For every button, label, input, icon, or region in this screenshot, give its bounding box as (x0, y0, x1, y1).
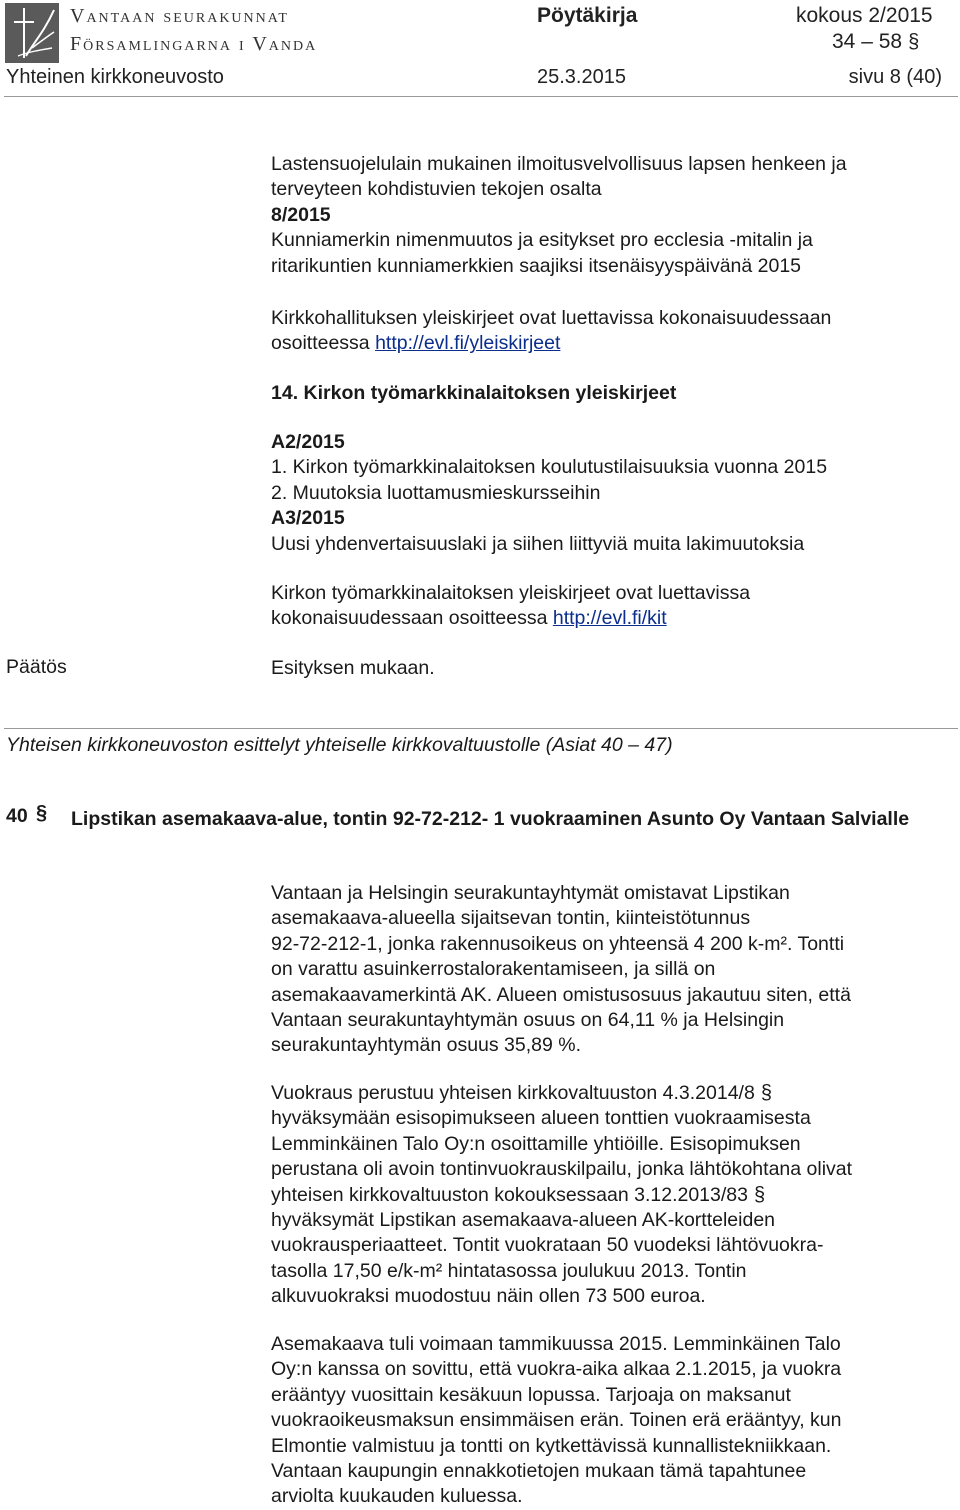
section-mark: § (908, 31, 920, 53)
decision-text: Esityksen mukaan. (271, 657, 435, 679)
section-range-value: 34 – 58 (832, 30, 903, 53)
circular-code: A2/2015 (271, 431, 345, 453)
item-number: 40 (6, 805, 28, 827)
text-line: hyväksymään esisopimukseen alueen tonttien vuokraamisesta (271, 1107, 811, 1130)
text-line: 2. Muutoksia luottamusmieskursseihin (271, 481, 601, 504)
text-line: Uusi yhdenvertaisuuslaki ja siihen liittyviä muita lakimuutoksia (271, 532, 805, 555)
item-section-mark: § (36, 802, 48, 824)
section-title: Yhteisen kirkkoneuvoston esittelyt yhteiselle kirkkovaltuustolle (Asiat 40 – 47) (6, 734, 673, 756)
text-line-part: Vuokraus perustuu yhteisen kirkkovaltuuston 4.3.2014/8 (271, 1082, 755, 1104)
text-line: on varattu asuinkerrostalorakentamiseen, ja sillä on (271, 958, 716, 981)
text-line: asemakaavamerkintä AK. Alueen omistusosuus jakautuu siten, että (271, 983, 851, 1006)
document-type: Pöytäkirja (537, 4, 638, 27)
text-line-part: yhteisen kirkkovaltuuston kokouksessaan 3.12.2013/83 (271, 1183, 748, 1206)
text-line: Lemminkäinen Talo Oy:n osoittamille yhtiöille. Esisopimuksen (271, 1132, 801, 1155)
section-range (832, 30, 919, 54)
meeting-date: 25.3.2015 (537, 66, 626, 88)
text-line: perustana oli avoin tontinvuokrauskilpailu, jonka lähtökohtana olivat (271, 1158, 853, 1181)
text-line: Kunniamerkin nimenmuutos ja esitykset pro ecclesia -mitalin ja (271, 229, 813, 252)
text-line: asemakaava-alueella sijaitsevan tontin, kiinteistötunnus (271, 907, 751, 930)
text-line: Lastensuojelulain mukainen ilmoitusvelvollisuus lapsen henkeen ja (271, 153, 847, 175)
kit-link[interactable]: http://evl.fi/kit (552, 607, 667, 630)
org-name-finnish: Vantaan seurakunnat (70, 5, 289, 27)
text-line (271, 331, 951, 356)
text-line: erääntyy vuosittain kesäkuun lopussa. Tarjoaja on maksanut (271, 1383, 791, 1406)
text-line: terveyteen kohdistuvien tekojen osalta (271, 178, 602, 201)
text-line: hyväksymät Lipstikan asemakaava-alueen AK-kortteleiden (271, 1209, 776, 1232)
text-line (271, 1183, 951, 1208)
circulars-link[interactable]: http://evl.fi/yleiskirjeet (375, 332, 561, 355)
org-name-swedish: Församlingarna i Vanda (70, 33, 318, 55)
text-line: Vantaan seurakuntayhtymän osuus on 64,11 % ja Helsingin (271, 1009, 785, 1032)
text-line: Elmontie valmistuu ja tontti on kytkettävissä kunnallistekniikkaan. (271, 1434, 832, 1457)
item-title: Lipstikan asemakaava-alue, tontin 92-72-212- 1 vuokraaminen Asunto Oy Vantaan Salvialle (71, 808, 910, 830)
kit-link-block (271, 581, 951, 632)
link-prefix: kokonaisuudessaan osoitteessa (271, 607, 553, 630)
decision-label: Päätös (6, 656, 67, 678)
section-heading: 14. Kirkon työmarkkinalaitoksen yleiskirjeet (271, 382, 677, 404)
text-line (271, 606, 951, 631)
text-line: Vantaan ja Helsingin seurakuntayhtymät omistavat Lipstikan (271, 882, 790, 904)
link-prefix: osoitteessa (271, 332, 376, 355)
section-mark: § (760, 1082, 772, 1104)
text-line: alkuvuokraksi muodostuu näin ollen 73 500 euroa. (271, 1285, 706, 1308)
paragraph-zoning (271, 1332, 951, 1510)
circular-list-block (271, 152, 951, 279)
text-line: vuokrausperiaatteet. Tontit vuokrataan 50 vuodeksi lähtövuokra- (271, 1234, 824, 1257)
section-divider (4, 728, 958, 729)
text-line: Kirkon työmarkkinalaitoksen yleiskirjeet ovat luettavissa (271, 582, 751, 604)
text-line: Asemakaava tuli voimaan tammikuussa 2015. Lemminkäinen Talo (271, 1333, 841, 1355)
text-line: Vantaan kaupungin ennakkotietojen mukaan tämä tapahtunee (271, 1460, 807, 1483)
text-line: vuokraoikeusmaksun ensimmäisen erän. Toinen erä erääntyy, kun (271, 1409, 842, 1432)
circular-code: 8/2015 (271, 203, 331, 226)
circular-code: A3/2015 (271, 507, 345, 530)
text-line: 1. Kirkon työmarkkinalaitoksen koulutustilaisuuksia vuonna 2015 (271, 456, 828, 479)
body-name: Yhteinen kirkkoneuvosto (6, 66, 224, 88)
text-line: ritarikuntien kunniamerkkien saajiksi itsenäisyyspäivänä 2015 (271, 254, 802, 277)
paragraph-ownership (271, 881, 951, 1059)
text-line: Oy:n kanssa on sovittu, että vuokra-aika alkaa 2.1.2015, ja vuokra (271, 1358, 842, 1381)
text-line: seurakuntayhtymän osuus 35,89 %. (271, 1034, 582, 1057)
text-line: 92-72-212-1, jonka rakennusoikeus on yhteensä 4 200 k-m². Tontti (271, 932, 845, 955)
text-line: arviolta kuukauden kuluessa. (271, 1485, 523, 1508)
meeting-number: kokous 2/2015 (796, 4, 933, 27)
text-line (271, 1081, 951, 1106)
section-mark: § (753, 1183, 766, 1206)
kit-circulars-block (271, 430, 951, 557)
header-divider (4, 96, 958, 97)
circulars-link-block (271, 306, 951, 357)
page-number: sivu 8 (40) (848, 66, 942, 88)
text-line: tasolla 17,50 e/k-m² hintatasossa joulukuu 2013. Tontin (271, 1259, 747, 1282)
text-line: Kirkkohallituksen yleiskirjeet ovat luettavissa kokonaisuudessaan (271, 307, 832, 329)
paragraph-lease-basis (271, 1081, 951, 1310)
church-logo-icon (4, 2, 60, 64)
